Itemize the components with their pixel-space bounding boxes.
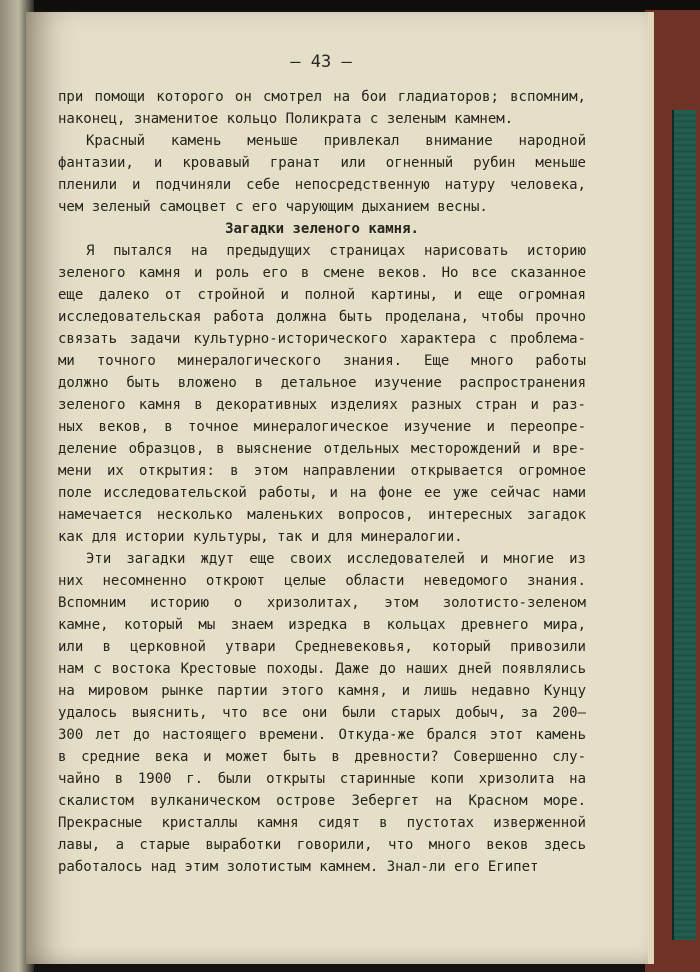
text-line: исследовательская работа должна быть проделана, чтобы прочно bbox=[58, 309, 586, 325]
text-line: Красный камень меньше привлекал внимание народной bbox=[86, 133, 586, 149]
text-line: скалистом вулканическом острове Зебергет на Красном море. bbox=[58, 793, 586, 809]
text-line: поле исследовательской работы, и на фоне ее уже сейчас нами bbox=[58, 485, 586, 501]
text-line: зеленого камня и роль его в смене веков. Но все сказанное bbox=[58, 265, 586, 281]
background-top bbox=[34, 0, 700, 10]
text-line: чем зеленый самоцвет с его чарующим дыханием весны. bbox=[58, 199, 488, 215]
text-line: должно быть вложено в детальное изучение распространения bbox=[58, 375, 586, 391]
text-line: наконец, знаменитое кольцо Поликрата с зеленым камнем. bbox=[58, 111, 514, 127]
text-line: нам с востока Крестовые походы. Даже до наших дней появлялись bbox=[58, 661, 586, 677]
text-line: них несомненно откроют целые области неведомого знания. bbox=[58, 573, 586, 589]
text-line: в средние века и может быть в древности? Совершенно слу- bbox=[58, 749, 586, 765]
text-line: чайно в 1900 г. были открыты старинные копи хризолита на bbox=[58, 771, 586, 787]
text-line: при помощи которого он смотрел на бои гладиаторов; вспомним, bbox=[58, 89, 586, 105]
page-number: — 43 — bbox=[290, 52, 352, 72]
text-line: фантазии, и кровавый гранат или огненный рубин меньше bbox=[58, 155, 586, 171]
text-line: лавы, а старые выработки говорили, что много веков здесь bbox=[58, 837, 586, 853]
text-line: камне, который мы знаем изредка в кольцах древнего мира, bbox=[58, 617, 586, 633]
text-line: удалось выяснить, что все они были старых добыч, за 200— bbox=[58, 705, 586, 721]
text-line: или в церковной утвари Средневековья, который привозили bbox=[58, 639, 586, 655]
text-line: мени их открытия: в этом направлении открывается огромное bbox=[58, 463, 586, 479]
text-line: как для истории культуры, так и для минералогии. bbox=[58, 529, 463, 545]
text-line: ми точного минералогического знания. Еще много работы bbox=[58, 353, 586, 369]
section-heading: Загадки зеленого камня. bbox=[225, 221, 419, 237]
text-line: намечается несколько маленьких вопросов, интересных загадок bbox=[58, 507, 586, 523]
text-line: Вспомним историю о хризолитах, этом золотисто-зеленом bbox=[58, 595, 586, 611]
text-line: зеленого камня в декоративных изделиях разных стран и раз- bbox=[58, 397, 586, 413]
text-line: деление образцов, в выяснение отдельных месторождений и вре- bbox=[58, 441, 586, 457]
text-line: ных веков, в точное минералогическое изучение и переопре- bbox=[58, 419, 586, 435]
book-page bbox=[26, 12, 648, 964]
text-line: еще далеко от стройной и полной картины, и еще огромная bbox=[58, 287, 586, 303]
text-line: связать задачи культурно-исторического характера с проблема- bbox=[58, 331, 586, 347]
text-line: Прекрасные кристаллы камня сидят в пустотах изверженной bbox=[58, 815, 586, 831]
text-line: Я пытался на предыдущих страницах нарисовать историю bbox=[86, 243, 586, 259]
text-line: работалось над этим золотистым камнем. Знал-ли его Египет bbox=[58, 859, 539, 875]
text-line: пленили и подчиняли себе непосредственную натуру человека, bbox=[58, 177, 586, 193]
text-line: 300 лет до настоящего времени. Откуда-же брался этот камень bbox=[58, 727, 586, 743]
book-spine-cloth bbox=[672, 110, 696, 940]
page-text bbox=[58, 86, 586, 878]
text-line: Эти загадки ждут еще своих исследователей и многие из bbox=[86, 551, 586, 567]
text-line: на мировом рынке партии этого камня, и лишь недавно Кунцу bbox=[58, 683, 586, 699]
